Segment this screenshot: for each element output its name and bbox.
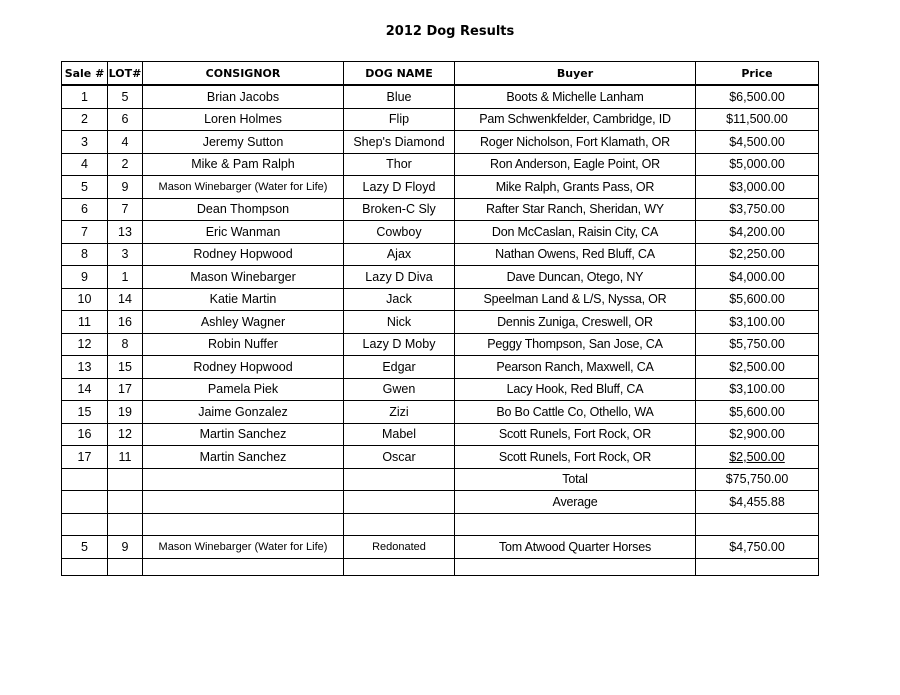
- dog-name-cell: Thor: [344, 153, 455, 176]
- price-cell: $2,900.00: [696, 423, 819, 446]
- extra-sale: 5: [62, 536, 108, 559]
- dog-name-cell: Gwen: [344, 378, 455, 401]
- table-row: [62, 131, 819, 154]
- buyer-cell: Lacy Hook, Red Bluff, CA: [455, 378, 696, 401]
- empty-cell: [108, 491, 143, 514]
- blank-row: [62, 513, 819, 536]
- lot-cell: 16: [108, 311, 143, 334]
- price-cell: $2,250.00: [696, 243, 819, 266]
- table-row: [62, 266, 819, 289]
- empty-cell: [344, 513, 455, 536]
- lot-cell: 14: [108, 288, 143, 311]
- table-row: [62, 85, 819, 108]
- price-cell: $4,200.00: [696, 221, 819, 244]
- sale-cell: 2: [62, 108, 108, 131]
- header-dog-name: DOG NAME: [344, 62, 455, 86]
- lot-cell: 5: [108, 85, 143, 108]
- table-row: [62, 423, 819, 446]
- lot-cell: 9: [108, 176, 143, 199]
- dog-name-cell: Lazy D Moby: [344, 333, 455, 356]
- empty-cell: [143, 513, 344, 536]
- price-cell: $6,500.00: [696, 85, 819, 108]
- table-row: [62, 176, 819, 199]
- table-row: [62, 288, 819, 311]
- price-cell: $3,750.00: [696, 198, 819, 221]
- lot-cell: 15: [108, 356, 143, 379]
- empty-cell: [62, 468, 108, 491]
- table-row: [62, 333, 819, 356]
- empty-cell: [143, 491, 344, 514]
- sale-cell: 15: [62, 401, 108, 424]
- page-title: 2012 Dog Results: [385, 24, 515, 39]
- price-cell: $5,000.00: [696, 153, 819, 176]
- price-cell: $5,600.00: [696, 401, 819, 424]
- buyer-cell: Peggy Thompson, San Jose, CA: [455, 333, 696, 356]
- buyer-cell: Dave Duncan, Otego, NY: [455, 266, 696, 289]
- average-row: [62, 491, 819, 514]
- price-cell: $3,100.00: [696, 378, 819, 401]
- sale-cell: 10: [62, 288, 108, 311]
- sale-cell: 13: [62, 356, 108, 379]
- buyer-cell: Don McCaslan, Raisin City, CA: [455, 221, 696, 244]
- empty-cell: [344, 491, 455, 514]
- empty-cell: [344, 558, 455, 575]
- sale-cell: 8: [62, 243, 108, 266]
- consignor-cell: Jeremy Sutton: [143, 131, 344, 154]
- buyer-cell: Scott Runels, Fort Rock, OR: [455, 423, 696, 446]
- lot-cell: 8: [108, 333, 143, 356]
- lot-cell: 6: [108, 108, 143, 131]
- table-row: [62, 198, 819, 221]
- price-cell: $3,100.00: [696, 311, 819, 334]
- header-price: Price: [696, 62, 819, 86]
- table-row: [62, 221, 819, 244]
- header-lot: LOT#: [108, 62, 143, 86]
- consignor-cell: Rodney Hopwood: [143, 356, 344, 379]
- buyer-cell: Roger Nicholson, Fort Klamath, OR: [455, 131, 696, 154]
- buyer-cell: Pam Schwenkfelder, Cambridge, ID: [455, 108, 696, 131]
- header-buyer: Buyer: [455, 62, 696, 86]
- empty-cell: [696, 513, 819, 536]
- price-cell: $2,500.00: [696, 356, 819, 379]
- empty-cell: [455, 513, 696, 536]
- table-row: [62, 356, 819, 379]
- buyer-cell: Mike Ralph, Grants Pass, OR: [455, 176, 696, 199]
- total-label: Total: [455, 468, 696, 491]
- sale-cell: 3: [62, 131, 108, 154]
- dog-name-cell: Oscar: [344, 446, 455, 469]
- buyer-cell: Bo Bo Cattle Co, Othello, WA: [455, 401, 696, 424]
- consignor-cell: Dean Thompson: [143, 198, 344, 221]
- extra-buyer: Tom Atwood Quarter Horses: [455, 536, 696, 559]
- buyer-cell: Ron Anderson, Eagle Point, OR: [455, 153, 696, 176]
- buyer-cell: Speelman Land & L/S, Nyssa, OR: [455, 288, 696, 311]
- price-cell: $5,750.00: [696, 333, 819, 356]
- consignor-cell: Loren Holmes: [143, 108, 344, 131]
- lot-cell: 2: [108, 153, 143, 176]
- lot-cell: 19: [108, 401, 143, 424]
- empty-cell: [108, 558, 143, 575]
- price-cell: $2,500.00: [696, 446, 819, 469]
- price-cell: $5,600.00: [696, 288, 819, 311]
- consignor-cell: Mason Winebarger: [143, 266, 344, 289]
- extra-price: $4,750.00: [696, 536, 819, 559]
- price-cell: $4,500.00: [696, 131, 819, 154]
- sale-cell: 5: [62, 176, 108, 199]
- sale-cell: 11: [62, 311, 108, 334]
- empty-cell: [143, 558, 344, 575]
- buyer-cell: Dennis Zuniga, Creswell, OR: [455, 311, 696, 334]
- results-table: [61, 61, 819, 576]
- lot-cell: 3: [108, 243, 143, 266]
- consignor-cell: Robin Nuffer: [143, 333, 344, 356]
- empty-cell: [696, 558, 819, 575]
- average-value: $4,455.88: [696, 491, 819, 514]
- header-row: [62, 62, 819, 86]
- consignor-cell: Martin Sanchez: [143, 423, 344, 446]
- lot-cell: 13: [108, 221, 143, 244]
- table-row: [62, 153, 819, 176]
- lot-cell: 7: [108, 198, 143, 221]
- lot-cell: 12: [108, 423, 143, 446]
- total-row: [62, 468, 819, 491]
- table-row: [62, 243, 819, 266]
- lot-cell: 11: [108, 446, 143, 469]
- sale-cell: 16: [62, 423, 108, 446]
- consignor-cell: Martin Sanchez: [143, 446, 344, 469]
- table-row: [62, 401, 819, 424]
- buyer-cell: Nathan Owens, Red Bluff, CA: [455, 243, 696, 266]
- consignor-cell: Katie Martin: [143, 288, 344, 311]
- table-row: [62, 311, 819, 334]
- price-cell: $3,000.00: [696, 176, 819, 199]
- empty-cell: [62, 513, 108, 536]
- average-label: Average: [455, 491, 696, 514]
- dog-name-cell: Nick: [344, 311, 455, 334]
- dog-name-cell: Broken-C Sly: [344, 198, 455, 221]
- sale-cell: 4: [62, 153, 108, 176]
- empty-cell: [143, 468, 344, 491]
- sale-cell: 6: [62, 198, 108, 221]
- sale-cell: 14: [62, 378, 108, 401]
- header-sale: Sale #: [62, 62, 108, 86]
- dog-name-cell: Jack: [344, 288, 455, 311]
- dog-name-cell: Lazy D Floyd: [344, 176, 455, 199]
- lot-cell: 1: [108, 266, 143, 289]
- consignor-cell: Pamela Piek: [143, 378, 344, 401]
- buyer-cell: Rafter Star Ranch, Sheridan, WY: [455, 198, 696, 221]
- consignor-cell: Mike & Pam Ralph: [143, 153, 344, 176]
- table-row: [62, 446, 819, 469]
- blank-row: [62, 558, 819, 575]
- dog-name-cell: Cowboy: [344, 221, 455, 244]
- dog-name-cell: Edgar: [344, 356, 455, 379]
- price-cell: $11,500.00: [696, 108, 819, 131]
- extra-consignor: Mason Winebarger (Water for Life): [143, 536, 344, 559]
- sale-cell: 9: [62, 266, 108, 289]
- dog-name-cell: Flip: [344, 108, 455, 131]
- price-cell: $4,000.00: [696, 266, 819, 289]
- dog-name-cell: Lazy D Diva: [344, 266, 455, 289]
- consignor-cell: Ashley Wagner: [143, 311, 344, 334]
- sale-cell: 1: [62, 85, 108, 108]
- sale-cell: 12: [62, 333, 108, 356]
- extra-row: [62, 536, 819, 559]
- header-consignor: CONSIGNOR: [143, 62, 344, 86]
- consignor-cell: Brian Jacobs: [143, 85, 344, 108]
- consignor-cell: Rodney Hopwood: [143, 243, 344, 266]
- empty-cell: [62, 558, 108, 575]
- dog-name-cell: Shep's Diamond: [344, 131, 455, 154]
- dog-name-cell: Blue: [344, 85, 455, 108]
- empty-cell: [62, 491, 108, 514]
- empty-cell: [108, 513, 143, 536]
- buyer-cell: Scott Runels, Fort Rock, OR: [455, 446, 696, 469]
- consignor-cell: Eric Wanman: [143, 221, 344, 244]
- consignor-cell: Mason Winebarger (Water for Life): [143, 176, 344, 199]
- consignor-cell: Jaime Gonzalez: [143, 401, 344, 424]
- total-value: $75,750.00: [696, 468, 819, 491]
- table-row: [62, 378, 819, 401]
- buyer-cell: Pearson Ranch, Maxwell, CA: [455, 356, 696, 379]
- lot-cell: 17: [108, 378, 143, 401]
- empty-cell: [108, 468, 143, 491]
- dog-name-cell: Mabel: [344, 423, 455, 446]
- table-row: [62, 108, 819, 131]
- dog-name-cell: Zizi: [344, 401, 455, 424]
- extra-dog-name: Redonated: [344, 536, 455, 559]
- sale-cell: 17: [62, 446, 108, 469]
- sale-cell: 7: [62, 221, 108, 244]
- buyer-cell: Boots & Michelle Lanham: [455, 85, 696, 108]
- extra-lot: 9: [108, 536, 143, 559]
- table-body: [62, 85, 819, 575]
- dog-name-cell: Ajax: [344, 243, 455, 266]
- empty-cell: [455, 558, 696, 575]
- empty-cell: [344, 468, 455, 491]
- lot-cell: 4: [108, 131, 143, 154]
